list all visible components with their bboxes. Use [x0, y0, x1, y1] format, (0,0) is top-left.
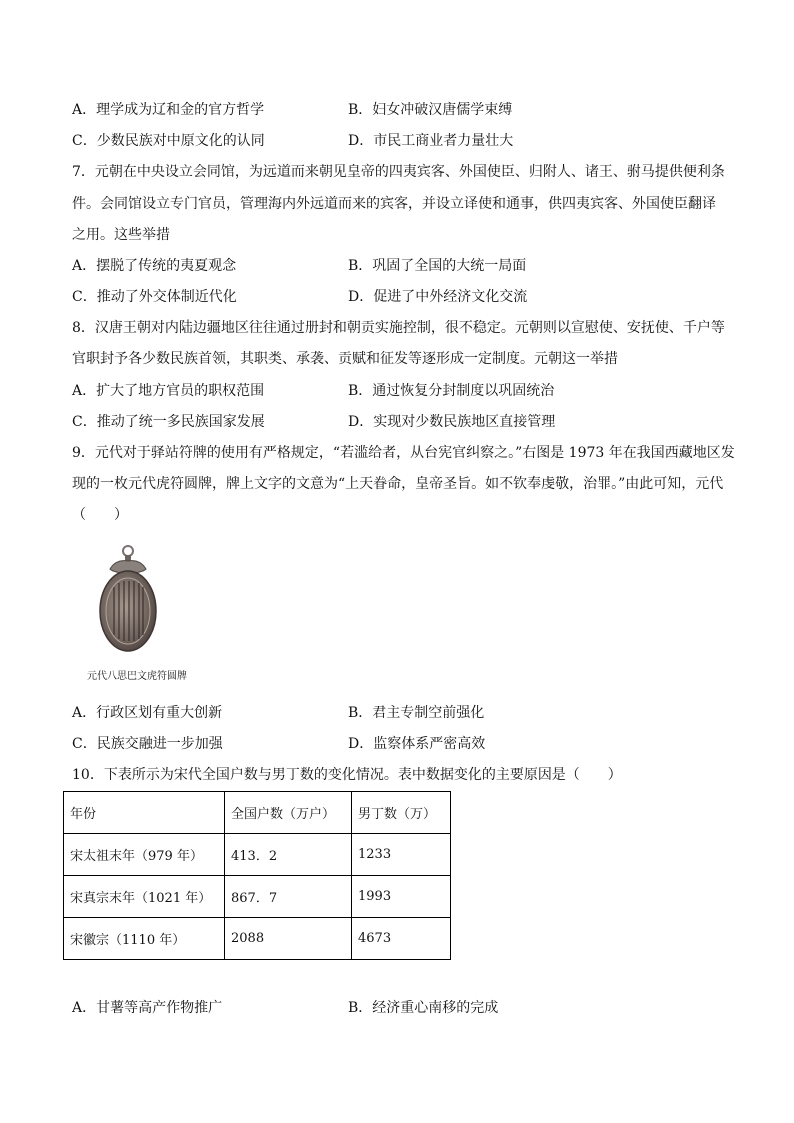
table-row [64, 918, 451, 960]
q6-option-d[interactable]: D．市民工商业者力量壮大 [348, 133, 514, 149]
q7-option-c[interactable]: C．推动了外交体制近代化 [72, 289, 237, 305]
tiger-tally-medal-image [98, 543, 158, 655]
q8-option-d[interactable]: D．实现对少数民族地区直接管理 [348, 414, 556, 430]
q10-option-b[interactable]: B．经济重心南移的完成 [348, 1000, 499, 1016]
table-cell: 413．2 [225, 834, 352, 876]
q8-option-c[interactable]: C．推动了统一多民族国家发展 [72, 414, 265, 430]
q6-option-a[interactable]: A．理学成为辽和金的官方哲学 [72, 102, 265, 118]
table-row [64, 834, 451, 876]
table-header-cell: 全国户数（万户） [225, 792, 352, 834]
table-header-cell: 年份 [64, 792, 225, 834]
q7-stem-line1: 7．元朝在中央设立会同馆，为远道而来朝见皇帝的四夷宾客、外国使臣、归附人、诸王、驸马提供便利条 [72, 164, 725, 180]
table-cell: 1233 [352, 834, 451, 876]
medal-caption: 元代八思巴文虎符圆牌 [87, 671, 187, 682]
q8-option-b[interactable]: B．通过恢复分封制度以巩固统治 [348, 383, 555, 399]
table-cell: 4673 [352, 918, 451, 960]
q8-stem-line1: 8．汉唐王朝对内陆边疆地区往往通过册封和朝贡实施控制，很不稳定。元朝则以宣慰使、安抚使、千户等 [72, 320, 725, 336]
table-header-row [64, 792, 451, 834]
q10-option-a[interactable]: A．甘薯等高产作物推广 [72, 1000, 223, 1016]
table-cell: 宋真宗末年（1021 年） [64, 876, 225, 918]
q8-option-a[interactable]: A．扩大了地方官员的职权范围 [72, 383, 265, 399]
table-cell: 宋太祖末年（979 年） [64, 834, 225, 876]
q9-option-a[interactable]: A．行政区划有重大创新 [72, 705, 223, 721]
table-cell: 867．7 [225, 876, 352, 918]
q7-stem-line3: 之用。这些举措 [72, 227, 170, 243]
q9-option-b[interactable]: B．君主专制空前强化 [348, 705, 485, 721]
q7-option-a[interactable]: A．摆脱了传统的夷夏观念 [72, 258, 237, 274]
population-table [63, 791, 451, 960]
q9-stem-line3: （ ） [72, 507, 128, 523]
q10-stem: 10．下表所示为宋代全国户数与男丁数的变化情况。表中数据变化的主要原因是（ ） [72, 767, 622, 783]
table-cell: 2088 [225, 918, 352, 960]
table-header-cell: 男丁数（万） [352, 792, 451, 834]
q9-option-d[interactable]: D．监察体系严密高效 [348, 736, 486, 752]
q9-option-c[interactable]: C．民族交融进一步加强 [72, 736, 223, 752]
q9-stem-line2: 现的一枚元代虎符圆牌，牌上文字的文意为“上天眷命，皇帝圣旨。如不钦奉虔敬，治罪。”由此可知，元代 [72, 476, 724, 492]
q6-option-c[interactable]: C．少数民族对中原文化的认同 [72, 133, 265, 149]
q7-option-d[interactable]: D．促进了中外经济文化交流 [348, 289, 528, 305]
q6-option-b[interactable]: B．妇女冲破汉唐儒学束缚 [348, 102, 513, 118]
table-cell: 1993 [352, 876, 451, 918]
q7-stem-line2: 件。会同馆设立专门官员，管理海内外远道而来的宾客，并设立译使和通事，供四夷宾客、外国使臣翻译 [72, 196, 716, 212]
q8-stem-line2: 官职封予各少数民族首领，其职类、承袭、贡赋和征发等逐形成一定制度。元朝这一举措 [72, 351, 618, 367]
table-cell: 宋徽宗（1110 年） [64, 918, 225, 960]
q7-option-b[interactable]: B．巩固了全国的大统一局面 [348, 258, 527, 274]
q9-stem-line1: 9．元代对于驿站符牌的使用有严格规定，“若滥给者，从台宪官纠察之。”右图是 1973 年在我国西藏地区发 [72, 445, 735, 461]
table-row [64, 876, 451, 918]
